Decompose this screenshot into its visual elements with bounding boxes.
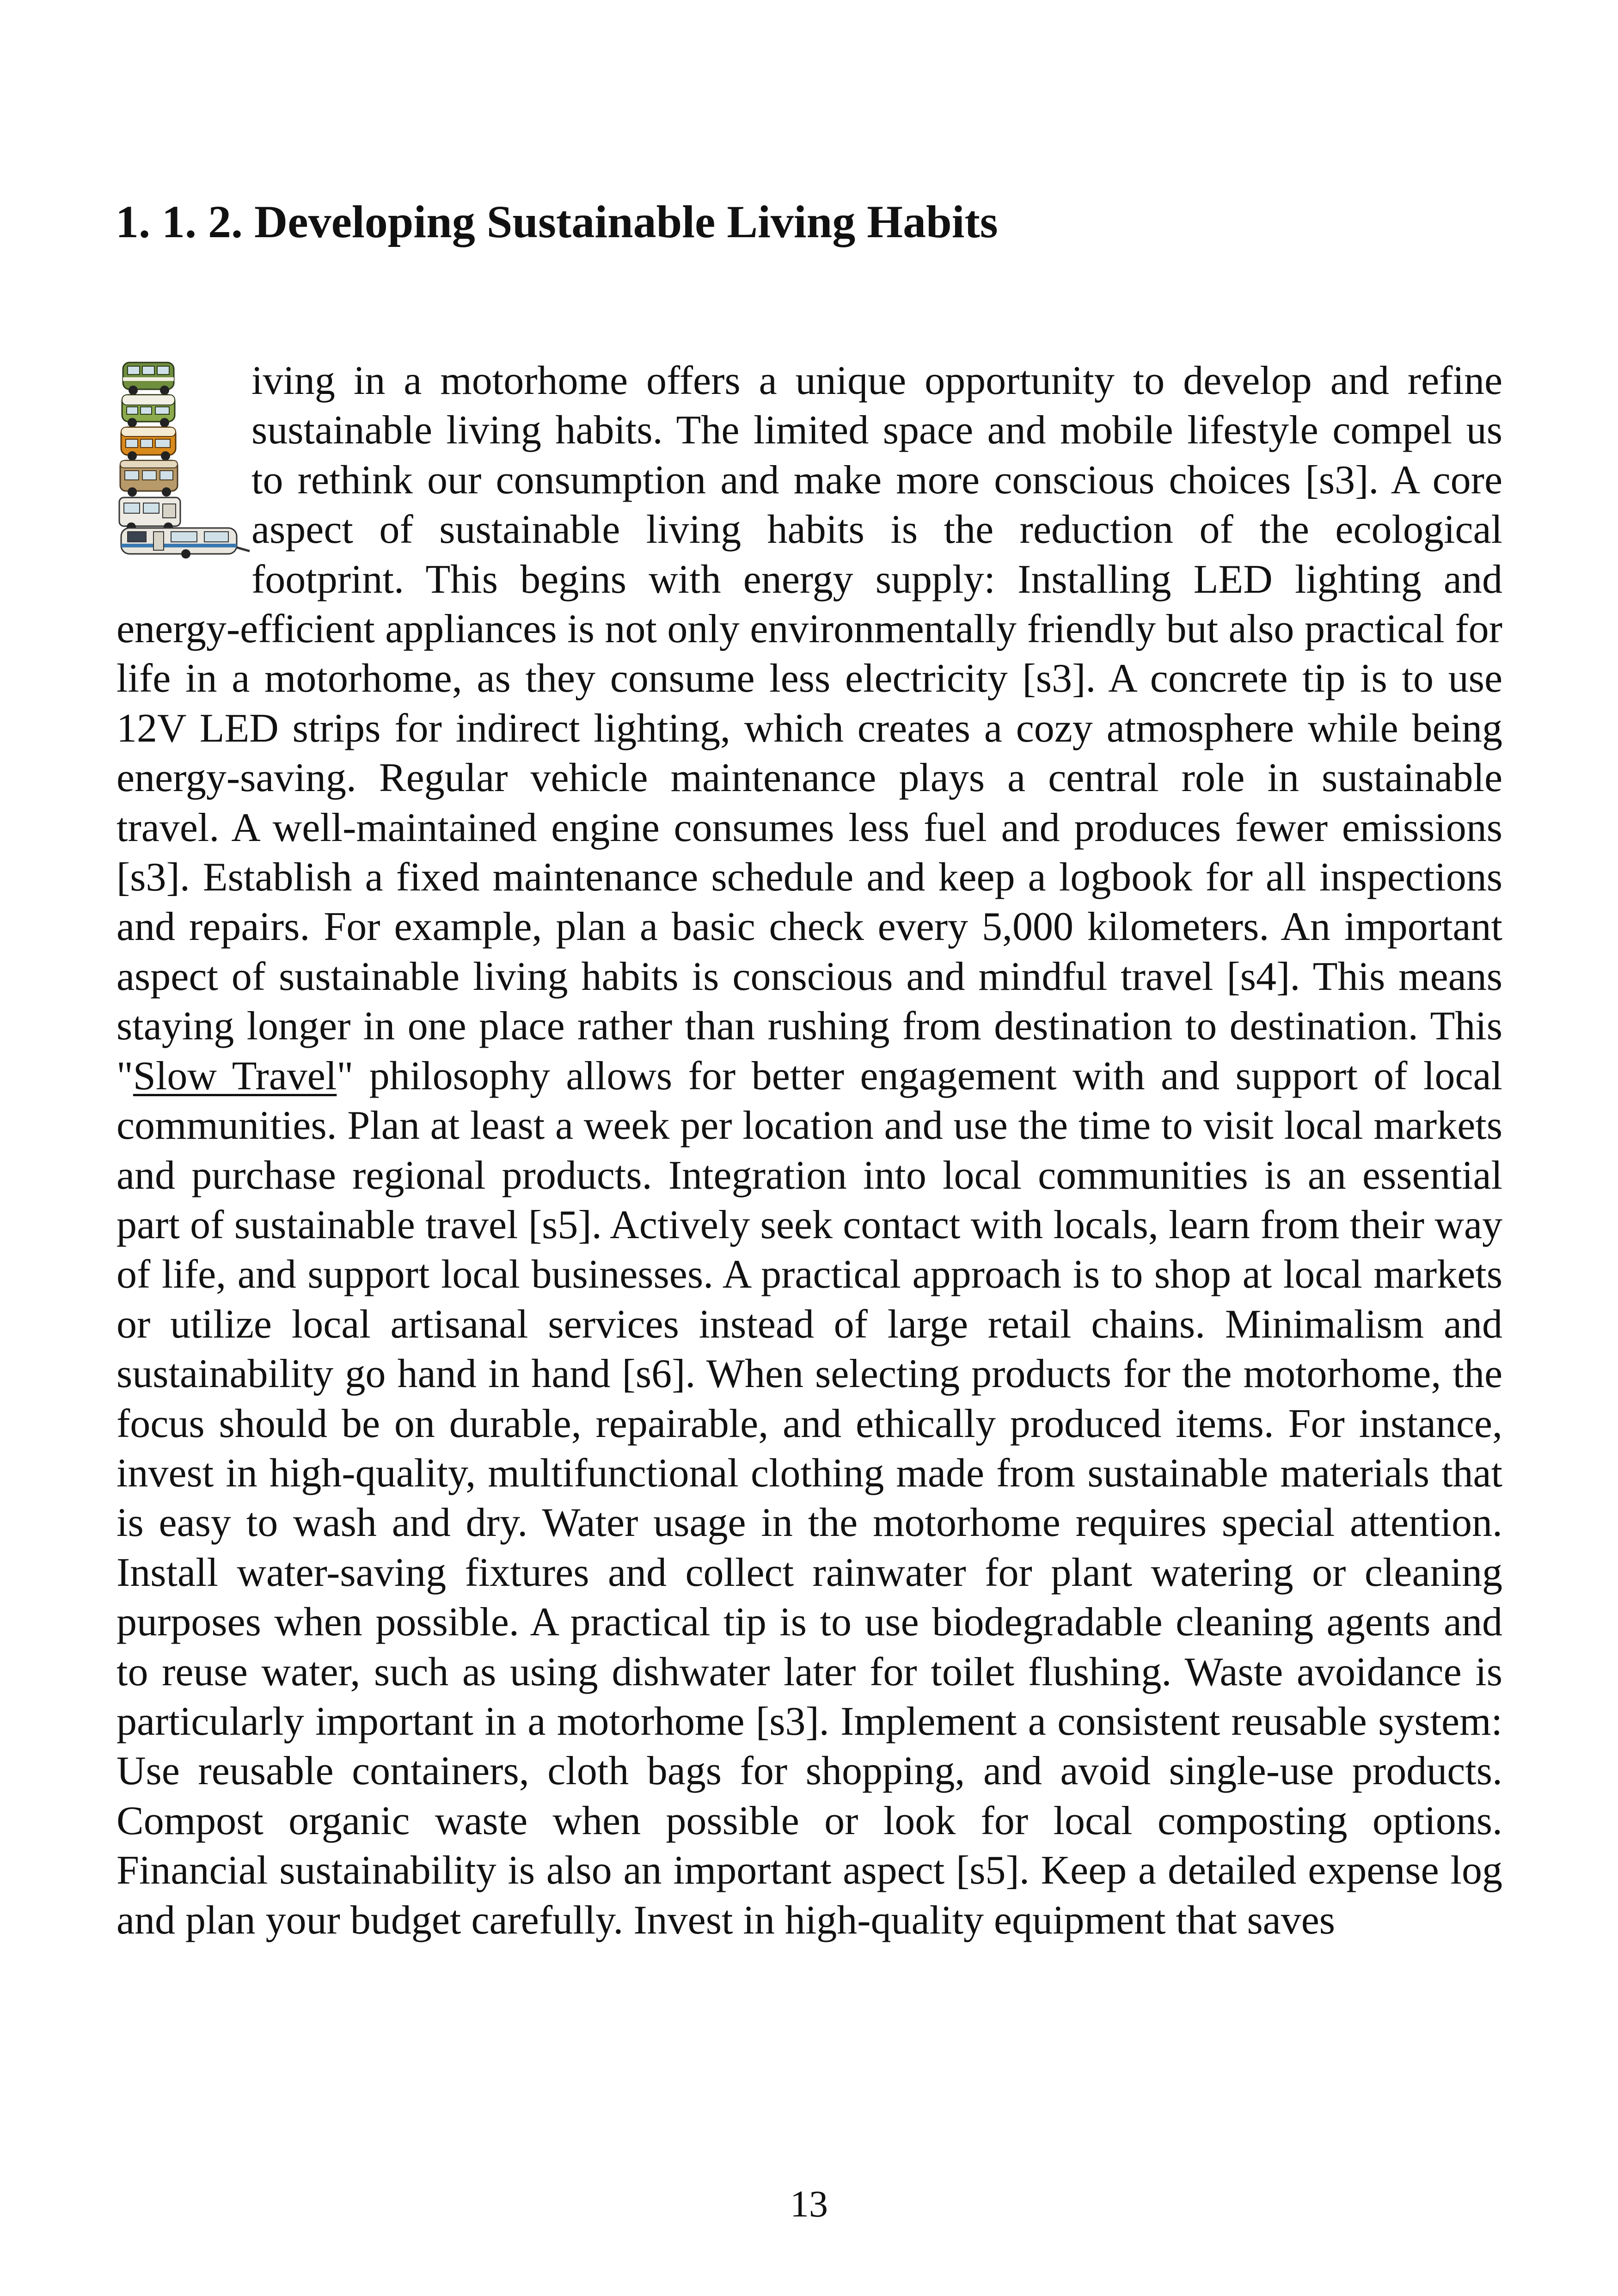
- body-text-part1: iving in a motorhome offers a unique opportunity to develop and refine sustainable living habits. The limited space and mobile lifestyle compel us to rethink our consumption and make more conscious choices [s3]. A core aspect of sustainable living habits is the reduction of the ecological footprint. This begins with energy supply: Installing LED lighting and energy-efficient appliances is not only environmentally friendly but also practical for life in a motorhome, as they consume less electricity [s3]. A concrete tip is to use 12V LED strips for indirect lighting, which creates a cozy atmosphere while being energy-saving. Regular vehicle maintenance plays a central role in sustainable travel. A well-maintained engine consumes less fuel and produces fewer emissions [s3]. Establish a fixed maintenance schedule and keep a logbook for all inspections and repairs. For example, plan a basic check every 5,000 kilometers. An important aspect of sustainable living habits is conscious and mindful travel [s4]. This means staying longer in one place rather than rushing from destination to destination. This ": [116, 358, 1502, 1099]
- page-number: 13: [790, 2183, 828, 2225]
- van-green-top: [123, 362, 174, 395]
- van-green-second: [122, 395, 175, 427]
- section-heading: 1. 1. 2. Developing Sustainable Living Habits: [116, 196, 998, 247]
- caravan-trailer: [121, 528, 250, 559]
- van-tan-camper: [120, 460, 178, 497]
- van-white-motorhome: [119, 497, 180, 532]
- dropcap-l-vehicles-illustration: [116, 360, 251, 559]
- body-paragraph: [116, 356, 1502, 1945]
- slow-travel-link[interactable]: Slow Travel: [133, 1053, 337, 1099]
- body-text-part2: " philosophy allows for better engagement with and support of local communities. Plan at least a week per location and use the time to visit local markets and purchase regional products. Integration into local communities is an essential part of sustainable travel [s5]. Actively seek contact with locals, learn from their way of life, and support local businesses. A practical approach is to shop at local markets or utilize local artisanal services instead of large retail chains. Minimalism and sustainability go hand in hand [s6]. When selecting products for the motorhome, the focus should be on durable, repairable, and ethically produced items. For instance, invest in high-quality, multifunctional clothing made from sustainable materials that is easy to wash and dry. Water usage in the motorhome requires special attention. Install water-saving fixtures and collect rainwater for plant watering or cleaning purposes when possible. A practical tip is to use biodegradable cleaning agents and to reuse water, such as using dishwater later for toilet flushing. Waste avoidance is particularly important in a motorhome [s3]. Implement a consistent reusable system: Use reusable containers, cloth bags for shopping, and avoid single-use products. Compost organic waste when possible or look for local composting options. Financial sustainability is also an important aspect [s5]. Keep a detailed expense log and plan your budget carefully. Invest in high-quality equipment that saves: [116, 1053, 1502, 1943]
- van-orange: [121, 427, 176, 460]
